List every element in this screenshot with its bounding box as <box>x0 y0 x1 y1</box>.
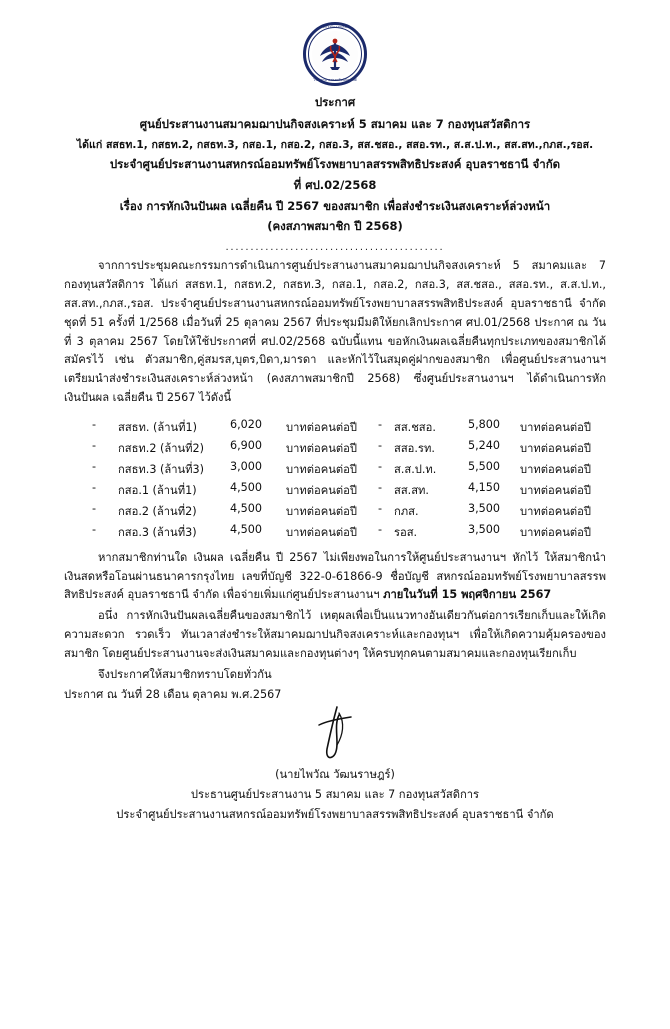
table-row <box>64 522 606 543</box>
row-unit: บาทต่อคนต่อปี <box>286 505 357 519</box>
emblem-bottom-text: โรงพยาบาลสรรพสิทธิประสงค์ <box>313 78 357 82</box>
row-unit: บาทต่อคนต่อปี <box>286 421 357 435</box>
subject-subline: (คงสภาพสมาชิก ปี 2568) <box>267 219 403 234</box>
row-amount: 4,500 <box>230 481 263 495</box>
row-unit-right: บาทต่อคนต่อปี <box>520 463 591 477</box>
paragraph-3: อนึ่ง การหักเงินปันผลเฉลี่ยคืนของสมาชิกไว้ เหตุผลเพื่อเป็นแนวทางอันเดียวกันต่อการเรียกเก็บและให้เกิดความสะดวก รวดเร็ว ทันเวลาส่งชำระให้สมาคมฌาปนกิจสงเคราะห์และกองทุนฯ เพื่อให้เกิดความคุ้มครองของสมาชิก โดยศูนย์ประสานงานจะส่งเงินสมาคมและกองทุนต่างๆ ให้ครบทุกคนตามสมาคมและกองทุนเรียกเก็บ <box>64 609 606 660</box>
document-body <box>0 257 670 823</box>
header-line-3: ประจำศูนย์ประสานงานสหกรณ์ออมทรัพย์โรงพยาบาลสรรพสิทธิประสงค์ อุบลราชธานี จำกัด <box>109 157 561 172</box>
row-amount: 4,500 <box>230 502 263 516</box>
row-amount: 3,000 <box>230 460 263 474</box>
row-dash-right: - <box>378 460 383 474</box>
row-amount: 6,020 <box>230 418 263 432</box>
paragraph-2 <box>64 549 606 605</box>
table-row <box>64 417 606 438</box>
row-amount-right: 4,150 <box>468 481 501 495</box>
row-dash: - <box>92 418 97 432</box>
paragraph-4: จึงประกาศให้สมาชิกทราบโดยทั่วกัน <box>98 667 272 681</box>
row-name-right: สส.สท. <box>394 484 429 498</box>
document-number: ที่ ศป.02/2568 <box>293 177 377 192</box>
row-amount-right: 5,500 <box>468 460 501 474</box>
row-unit: บาทต่อคนต่อปี <box>286 484 357 498</box>
row-dash: - <box>92 502 97 516</box>
date-line: ประกาศ ณ วันที่ 28 เดือน ตุลาคม พ.ศ.2567 <box>64 688 282 702</box>
row-amount-right: 5,800 <box>468 418 501 432</box>
header-line-2: ได้แก่ สสธท.1, กสธท.2, กสธท.3, กสอ.1, กสอ.2, กสอ.3, สส.ชสอ., สสอ.รท., ส.ส.ป.ท., สส.สท.,กภส.,รอส. <box>76 138 594 151</box>
signer-name: (นายไพวัณ วัฒนราษฎร์) <box>275 768 395 782</box>
signer-role-1: ประธานศูนย์ประสานงาน 5 สมาคม และ 7 กองทุนสวัสดิการ <box>190 788 480 802</box>
row-name: กสอ.3 (ล้านที่3) <box>118 526 197 540</box>
row-unit-right: บาทต่อคนต่อปี <box>520 526 591 540</box>
row-name: กสอ.2 (ล้านที่2) <box>118 505 197 519</box>
rates-table <box>64 417 606 543</box>
row-unit-right: บาทต่อคนต่อปี <box>520 442 591 456</box>
row-dash: - <box>92 481 97 495</box>
row-dash: - <box>92 460 97 474</box>
row-amount-right: 5,240 <box>468 439 501 453</box>
cooperative-seal-icon <box>303 22 367 86</box>
header-block <box>0 86 670 253</box>
row-dash: - <box>92 523 97 537</box>
emblem-container <box>0 0 670 86</box>
row-name-right: กภส. <box>394 505 419 519</box>
handwritten-signature-icon <box>64 709 606 765</box>
row-unit-right: บาทต่อคนต่อปี <box>520 484 591 498</box>
table-row <box>64 501 606 522</box>
row-amount: 4,500 <box>230 523 263 537</box>
divider: ............................................ <box>225 242 445 254</box>
paragraph-1: จากการประชุมคณะกรรมการดำเนินการศูนย์ประสานงานสมาคมฌาปนกิจสงเคราะห์ 5 สมาคมและ 7 กองทุนสวัสดิการ ได้แก่ สสธท.1, กสธท.2, กสธท.3, กสอ.1, กสอ.2, กสอ.3, สส.ชสอ., สสอ.รท., ส.ส.ป.ท., สส.สท.,กภส.,รอส. ประจำศูนย์ประสานงานสหกรณ์ออมทรัพย์โรงพยาบาลสรรพสิทธิประสงค์ อุบลราชธานี จำกัด ชุดที่ 51 ครั้งที่ 1/2568 เมื่อวันที่ 25 ตุลาคม 2567 ที่ประชุมมีมติให้ยกเลิกประกาศ ศป.01/2568 ประกาศ ณ วันที่ 3 ตุลาคม 2567 โดยให้ใช้ประกาศที่ ศป.02/2568 ฉบับนี้แทน ขอหักเงินผลเฉลี่ยคืนทุกประเภทของสมาชิกได้สมัครไว้ เช่น ตัวสมาชิก,คู่สมรส,บุตร,บิดา,มารดา และหักไว้ในสมุดคู่ฝากของสมาชิก เพื่อศูนย์ประสานงานฯ เตรียมนำส่งชำระเงินสงเคราะห์ล่วงหน้า (คงสภาพสมาชิกปี 2568) ซึ่งศูนย์ประสานงานฯ ได้ดำเนินการหักเงินปันผล เฉลี่ยคืน ปี 2567 ไว้ดังนี้ <box>64 259 606 404</box>
row-name-right: รอส. <box>394 526 418 540</box>
signature-block <box>64 709 606 823</box>
emblem-top-text: สหกรณ์ออมทรัพย์ <box>320 25 350 29</box>
subject-line: เรื่อง การหักเงินปันผล เฉลี่ยคืน ปี 2567 ของสมาชิก เพื่อส่งชำระเงินสงเคราะห์ล่วงหน้า <box>119 198 551 213</box>
row-name-right: ส.ส.ป.ท. <box>394 463 437 477</box>
header-line-1: ศูนย์ประสานงานสมาคมฌาปนกิจสงเคราะห์ 5 สมาคม และ 7 กองทุนสวัสดิการ <box>139 116 531 131</box>
table-row <box>64 459 606 480</box>
table-row <box>64 480 606 501</box>
paragraph-2-deadline: ภายในวันที่ 15 พฤศจิกายน 2567 <box>383 588 552 602</box>
announcement-label: ประกาศ <box>314 95 356 109</box>
row-name: กสอ.1 (ล้านที่1) <box>118 484 197 498</box>
row-unit-right: บาทต่อคนต่อปี <box>520 505 591 519</box>
row-dash-right: - <box>378 439 383 453</box>
table-row <box>64 438 606 459</box>
row-name-right: สส.ชสอ. <box>394 421 436 435</box>
row-unit: บาทต่อคนต่อปี <box>286 442 357 456</box>
row-amount-right: 3,500 <box>468 523 501 537</box>
paragraph-2-text: หากสมาชิกท่านใด เงินผล เฉลี่ยคืน ปี 2567 ไม่เพียงพอในการให้ศูนย์ประสานงานฯ หักไว้ ให้สมาชิกนำเงินสดหรือโอนผ่านธนาคารกรุงไทย เลขที่บัญชี 322-0-61866-9 ชื่อบัญชี สหกรณ์ออมทรัพย์โรงพยาบาลสรรพสิทธิประสงค์ อุบลราชธานี จำกัด เพื่อจ่ายเพิ่มแก่ศูนย์ประสานงานฯ <box>64 550 606 602</box>
row-unit: บาทต่อคนต่อปี <box>286 526 357 540</box>
row-dash-right: - <box>378 502 383 516</box>
row-name: สสธท. (ล้านที่1) <box>118 421 197 435</box>
signer-role-2: ประจำศูนย์ประสานงานสหกรณ์ออมทรัพย์โรงพยาบาลสรรพสิทธิประสงค์ อุบลราชธานี จำกัด <box>116 808 554 822</box>
row-amount-right: 3,500 <box>468 502 501 516</box>
row-name: กสธท.3 (ล้านที่3) <box>118 463 205 477</box>
row-dash: - <box>92 439 97 453</box>
row-dash-right: - <box>378 418 383 432</box>
row-dash-right: - <box>378 481 383 495</box>
row-dash-right: - <box>378 523 383 537</box>
row-name-right: สสอ.รท. <box>394 442 435 456</box>
row-unit-right: บาทต่อคนต่อปี <box>520 421 591 435</box>
row-unit: บาทต่อคนต่อปี <box>286 463 357 477</box>
row-name: กสธท.2 (ล้านที่2) <box>118 442 205 456</box>
row-amount: 6,900 <box>230 439 263 453</box>
